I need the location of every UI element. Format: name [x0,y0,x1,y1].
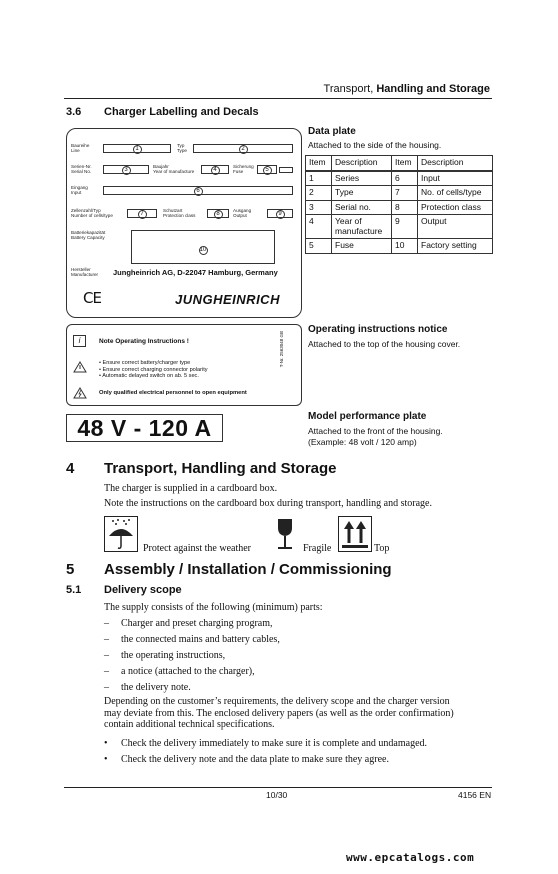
plate-field-9: 9 [267,209,293,218]
model-desc-2: (Example: 48 volt / 120 amp) [308,437,417,447]
plate-label-protection: Schutzart Protection class [163,208,196,218]
plate-field-1: 1 [103,144,171,153]
notice-bullets [99,360,208,380]
plate-field-5: 5 [257,165,277,174]
list-item: – a notice (attached to the charger), [104,666,255,677]
plate-field-8: 8 [207,209,229,218]
table-cell: No. of cells/type [418,186,493,201]
fragile-caption: Fragile [303,543,332,554]
document-number: 4156 EN [458,790,492,800]
notice-bullet: • Ensure correct charging connector polarity [99,366,208,373]
chapter-number: 5 [66,561,75,578]
chapter-title: Transport, Handling and Storage [104,460,337,477]
table-cell: Serial no. [332,200,392,215]
data-plate-drawing [66,128,302,318]
data-plate-heading: Data plate [308,126,356,137]
electrical-warning-icon [73,387,87,399]
section-number: 3.6 [66,106,82,118]
model-desc-1: Attached to the front of the housing. [308,426,443,436]
table-cell: Year of manufacture [332,215,392,239]
fuse-symbol-icon [279,167,293,173]
table-cell: 6 [392,171,418,186]
table-cell: Input [418,171,493,186]
table-header-cell: Description [418,156,493,171]
paragraph: The supply consists of the following (minimum) parts: [104,602,323,613]
page-number: 10/30 [266,790,288,800]
plate-field-2: 2 [193,144,293,153]
paragraph: The charger is supplied in a cardboard box. [104,483,278,494]
weather-caption: Protect against the weather [143,543,252,554]
data-plate-table [305,155,493,254]
header-rule [64,98,492,99]
plate-label-manufacturer: Hersteller Manufacturer [71,267,99,277]
table-cell: 10 [392,239,418,254]
data-plate-desc: Attached to the side of the housing. [308,140,442,150]
paragraph: Depending on the customer’s requirements, the delivery scope and the charger version may deviate from this. The enclosed delivery papers (as well as the order confirmation) contain additional technical specifications. [104,696,454,730]
chapter-number: 4 [66,460,75,477]
table-cell: 3 [306,200,332,215]
list-item: – Charger and preset charging program, [104,618,273,629]
table-row [306,171,493,186]
notice-warning: Only qualified electrical personnel to open equipment [99,390,247,396]
table-header-row [306,156,493,171]
notice-desc: Attached to the top of the housing cover. [308,339,461,349]
table-cell: Factory setting [418,239,493,254]
running-header [324,83,490,95]
plate-field-7: 7 [127,209,157,218]
section-title: Charger Labelling and Decals [104,106,259,118]
table-cell: Type [332,186,392,201]
table-header-cell: Item [306,156,332,171]
this-way-up-icon [338,516,372,552]
table-cell: Output [418,215,493,239]
plate-label-cells: Zellenzahl/Typ Number of cells/type [71,208,113,218]
footer-rule [64,787,492,788]
watermark: www.epcatalogs.com [346,851,475,864]
notice-label-drawing [66,324,302,406]
book-info-icon: i [73,335,86,347]
plate-label-capacity: Batteriekapazität Battery Capacity [71,230,106,240]
table-cell: 7 [392,186,418,201]
paragraph: Note the instructions on the cardboard box during transport, handling and storage. [104,498,432,509]
plate-label-year: Baujahr Year of manufacture [153,164,195,174]
top-caption: Top [374,543,390,554]
table-cell: 4 [306,215,332,239]
header-prefix: Transport, [323,83,377,95]
table-row [306,186,493,201]
umbrella-rain-icon [104,516,138,552]
table-row [306,200,493,215]
notice-heading: Operating instructions notice [308,324,448,335]
table-cell: 9 [392,215,418,239]
table-cell: 8 [392,200,418,215]
jungheinrich-logo: JUNGHEINRICH [175,292,280,307]
notice-title: Note Operating Instructions ! [99,338,189,345]
notice-bullet: • Ensure correct battery/charger type [99,360,191,366]
warning-triangle-icon [73,361,87,373]
table-cell: Fuse [332,239,392,254]
model-heading: Model performance plate [308,411,427,422]
check-list [104,736,427,768]
plate-field-3: 3 [103,165,149,174]
table-cell: Series [332,171,392,186]
section-title: Delivery scope [104,584,182,596]
list-item: • Check the delivery immediately to make sure it is complete and undamaged. [104,738,428,749]
table-header-cell: Description [332,156,392,171]
fragile-glass-icon [268,516,302,552]
plate-field-4: 4 [201,165,229,174]
table-cell: 2 [306,186,332,201]
section-number: 5.1 [66,584,82,596]
notice-bullet: • Automatic delayed switch on ab. 5 sec. [99,373,199,379]
table-cell: 1 [306,171,332,186]
table-header-cell: Item [392,156,418,171]
plate-field-10: 10 [131,230,275,264]
list-item: – the operating instructions, [104,650,226,661]
ce-mark-icon: CE [83,289,101,307]
list-item: – the delivery note. [104,682,191,693]
notice-part-code: T-Nr. 2563048 GB [279,331,284,368]
plate-label-line: Baureihe Line [71,143,90,153]
plate-label-output: Ausgang Output [233,208,252,218]
plate-field-6: 6 [103,186,293,195]
chapter-title: Assembly / Installation / Commissioning [104,561,392,578]
plate-label-type: Typ Type [177,143,187,153]
plate-manufacturer-name: Jungheinrich AG, D-22047 Hamburg, Germany [113,268,278,277]
table-row [306,239,493,254]
list-item: – the connected mains and battery cables, [104,634,280,645]
list-item: • Check the delivery note and the data plate to make sure they agree. [104,754,389,765]
table-row [306,215,493,239]
delivery-list [104,616,280,696]
table-cell: 5 [306,239,332,254]
table-cell: Protection class [418,200,493,215]
header-title: Handling and Storage [376,83,490,95]
plate-label-serial: Serien-Nr. Serial No. [71,164,92,174]
plate-label-fuse: Sicherung Fuse [233,164,254,174]
model-plate: 48 V - 120 A [66,414,223,442]
plate-label-input: Eingang Input [71,185,88,195]
